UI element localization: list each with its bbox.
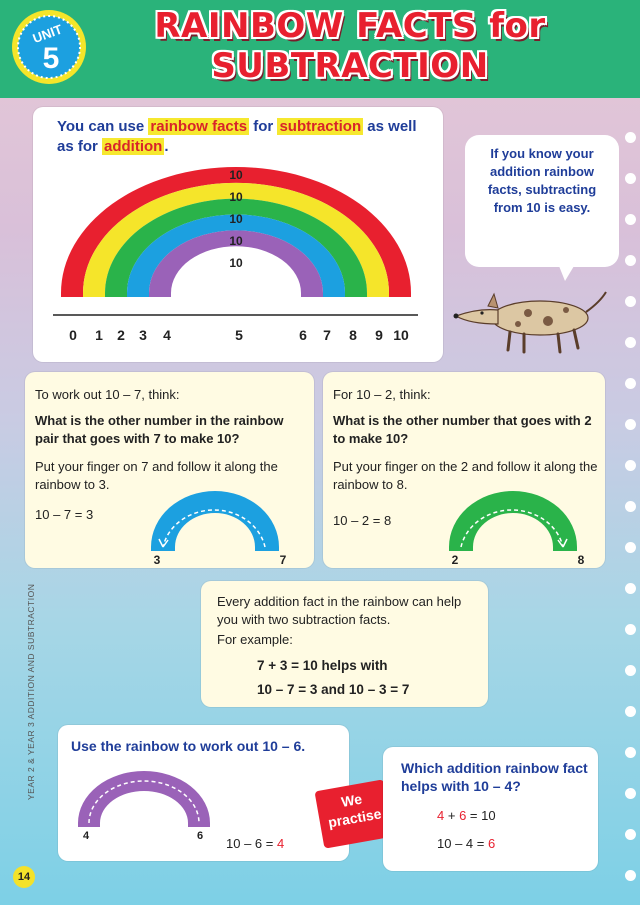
punch-hole [625, 173, 636, 184]
right-answer: 10 – 2 = 8 [333, 513, 392, 528]
practice-left-answer: 4 [276, 836, 285, 851]
right-arc-end: 8 [577, 553, 585, 567]
we-practise-badge: We practise [314, 779, 393, 848]
right-intro: For 10 – 2, think: [333, 387, 431, 402]
rainbow-band-label: 10 [229, 212, 243, 226]
left-question: What is the other number in the rainbow pair that goes with 7 to make 10? [35, 413, 284, 446]
punch-hole [625, 747, 636, 758]
title-main: RAINBOW FACTS [154, 6, 477, 46]
practice-panel-right [383, 747, 598, 871]
unit-word: UNIT [30, 21, 65, 47]
left-answer: 10 – 7 = 3 [35, 507, 94, 522]
number-line-label: 8 [349, 327, 357, 343]
example-box-left [25, 372, 314, 568]
rainbow-band-label: 10 [229, 168, 243, 182]
number-line-label: 9 [375, 327, 383, 343]
right-instruction: Put your finger on the 2 and follow it along the rainbow to 8. [333, 459, 598, 492]
center-line1: Every addition fact in the rainbow can help you with two subtraction facts. [217, 594, 462, 627]
intro-text: You can use rainbow facts for subtraction as well as for addition . [57, 118, 417, 155]
intro-panel [33, 107, 443, 362]
punch-hole [625, 624, 636, 635]
center-fact1: 7 + 3 = 10 helps with [257, 658, 388, 673]
unit-number: 5 [42, 42, 60, 75]
unit-badge [10, 8, 88, 86]
rainbow-band-label: 10 [229, 256, 243, 270]
punch-hole [625, 501, 636, 512]
practice-arc [72, 765, 222, 845]
punch-hole [625, 296, 636, 307]
practice-right-eq1: 4 + 6 = 10 [437, 808, 496, 823]
number-line-label: 0 [69, 327, 77, 343]
side-caption: YEAR 2 & YEAR 3 ADDITION AND SUBTRACTION [26, 583, 36, 800]
rainbow-band-label: 10 [229, 190, 243, 204]
practice-arc-end: 6 [196, 830, 204, 842]
right-question: What is the other number that goes with 2 to make 10? [333, 413, 592, 446]
punch-hole [625, 788, 636, 799]
page-title [150, 6, 550, 86]
example-box-right [323, 372, 605, 568]
number-line-label: 2 [117, 327, 125, 343]
bubble-text: If you know your addition rainbow facts, subtracting from 10 is easy. [487, 146, 597, 215]
number-line-label: 6 [299, 327, 307, 343]
practice-left-equation: 10 – 6 = 4 [226, 836, 285, 851]
practice-right-title: Which addition rainbow fact helps with 10 – 4? [401, 760, 588, 794]
punch-hole [625, 378, 636, 389]
left-intro: To work out 10 – 7, think: [35, 387, 180, 402]
punch-hole [625, 542, 636, 553]
left-arc [143, 487, 303, 567]
example-box-center [201, 581, 488, 707]
title-line2: SUBTRACTION [211, 46, 489, 86]
speech-bubble [465, 135, 619, 267]
punch-hole [625, 665, 636, 676]
practice-arc-start: 4 [82, 830, 90, 842]
punch-hole [625, 706, 636, 717]
punch-hole [625, 870, 636, 881]
number-line-label: 1 [95, 327, 103, 343]
practice-left-title: Use the rainbow to work out 10 – 6. [71, 738, 306, 754]
dog-illustration [448, 288, 618, 360]
right-arc-start: 2 [451, 553, 459, 567]
number-line-label: 5 [235, 327, 243, 343]
rainbow-diagram [33, 107, 443, 362]
left-arc-start: 3 [153, 553, 161, 567]
page-number: 14 [13, 866, 35, 888]
punch-hole [625, 255, 636, 266]
punch-hole [625, 337, 636, 348]
punch-hole [625, 214, 636, 225]
bubble-tail [557, 261, 577, 281]
number-line-label: 4 [163, 327, 171, 343]
number-line-label: 10 [393, 327, 409, 343]
practice-panel-left [58, 725, 349, 861]
punch-hole [625, 583, 636, 594]
punch-hole [625, 460, 636, 471]
left-arc-end: 7 [279, 553, 287, 567]
center-fact2: 10 – 7 = 3 and 10 – 3 = 7 [257, 682, 410, 697]
number-line-label: 7 [323, 327, 331, 343]
practice-right-eq2: 10 – 4 = 6 [437, 836, 496, 851]
punch-hole [625, 132, 636, 143]
left-instruction: Put your finger on 7 and follow it along the rainbow to 3. [35, 459, 278, 492]
number-line-label: 3 [139, 327, 147, 343]
rainbow-band-label: 10 [229, 234, 243, 248]
title-for: for [489, 6, 546, 46]
right-arc [441, 487, 601, 567]
punch-hole [625, 829, 636, 840]
center-line2: For example: [217, 632, 293, 647]
punch-hole [625, 419, 636, 430]
